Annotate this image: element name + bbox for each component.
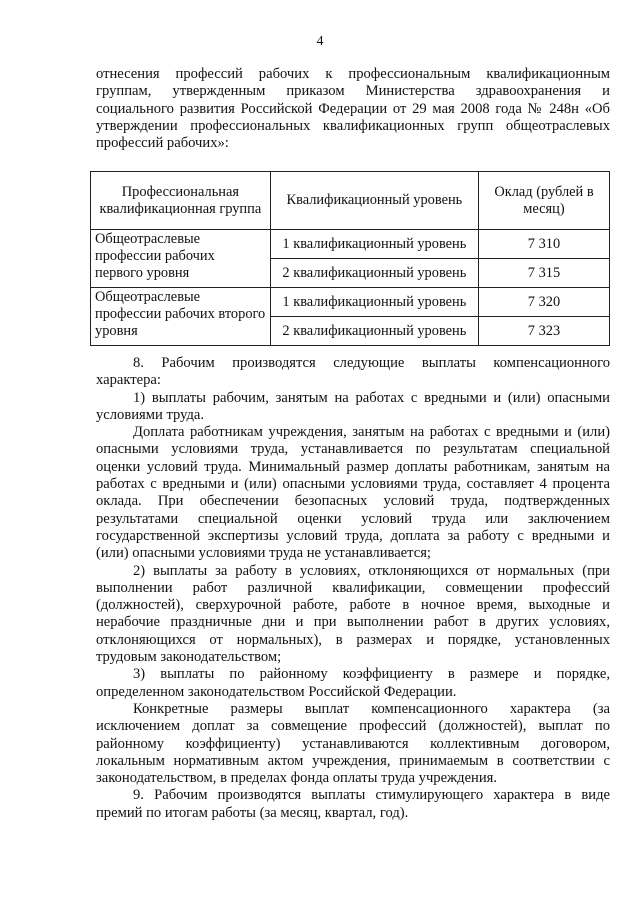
salary-cell: 7 315 — [478, 259, 609, 288]
text-line: профессий рабочих»: — [96, 135, 229, 152]
level-cell: 2 квалификационный уровень — [270, 259, 478, 288]
salary-table — [90, 171, 610, 346]
group-name: Общеотраслевые профессии рабочих первого уровня — [91, 230, 271, 288]
page-number: 4 — [316, 34, 324, 49]
text-line: группам, утвержденным приказом Министерства здравоохранения и — [96, 83, 610, 100]
salary-cell: 7 310 — [478, 230, 609, 259]
text-line: работах с вредными и (или) опасными условиями труда, составляет 4 процента — [96, 476, 610, 493]
text-line: определенном законодательством Российской Федерации. — [96, 683, 457, 700]
text-line: условиями труда. — [96, 406, 205, 423]
body-text — [96, 355, 610, 822]
text-line: нерабочие праздничные дни и при выполнении работ в других условиях, — [96, 614, 610, 631]
level-cell: 2 квалификационный уровень — [270, 317, 478, 346]
salary-cell: 7 320 — [478, 288, 609, 317]
text-line: 3) выплаты по районному коэффициенту в размере и порядке, — [133, 666, 610, 683]
text-line: отклоняющихся от нормальных), в размерах и порядке, установленных — [96, 631, 610, 648]
text-line: 9. Рабочим производятся выплаты стимулирующего характера в виде — [133, 787, 610, 804]
intro-paragraph — [96, 66, 610, 152]
level-cell: 1 квалификационный уровень — [270, 230, 478, 259]
salary-cell: 7 323 — [478, 317, 609, 346]
text-line: отнесения профессий рабочих к профессиональным квалификационным — [96, 66, 610, 82]
text-line: (должностей), сверхурочной работе, работе в ночное время, выходные и — [96, 597, 610, 614]
text-line: 1) выплаты рабочим, занятым на работах с вредными и (или) опасными — [133, 389, 610, 406]
text-line: Доплата работникам учреждения, занятым на работах с вредными и (или) — [133, 424, 610, 441]
header-salary: Оклад (рублей в месяц) — [478, 172, 609, 230]
text-line: законодательством, в пределах фонда оплаты труда учреждения. — [96, 770, 498, 787]
table-row — [91, 230, 610, 259]
table-header-row — [91, 172, 610, 230]
text-line: премий по итогам работы (за месяц, квартал, год). — [96, 804, 409, 821]
text-line: оценки условий труда. Минимальный размер доплаты работникам, занятым на — [96, 458, 610, 475]
text-line: 2) выплаты за работу в условиях, отклоняющихся от нормальных (при — [133, 562, 610, 579]
text-line: характера: — [96, 372, 161, 389]
text-line: исключением доплат за совмещение профессий (должностей), выплат по — [96, 718, 610, 735]
level-cell: 1 квалификационный уровень — [270, 288, 478, 317]
table-row — [91, 288, 610, 317]
header-group: Профессиональная квалификационная группа — [91, 172, 271, 230]
group-name: Общеотраслевые профессии рабочих второго уровня — [91, 288, 271, 346]
text-line: Конкретные размеры выплат компенсационного характера (за — [133, 700, 610, 717]
text-line: локальным нормативным актом учреждения, принимаемым в соответствии с — [96, 752, 610, 769]
text-line: выполнении работ различной квалификации, совмещении профессий — [96, 579, 610, 596]
text-line: оклада. При обеспечении безопасных условий труда, подтвержденных — [96, 493, 610, 510]
text-line: 8. Рабочим производятся следующие выплаты компенсационного — [133, 355, 610, 371]
text-line: утверждении профессиональных квалификационных групп общеотраслевых — [96, 117, 610, 134]
text-line: трудовым законодательством; — [96, 649, 282, 666]
text-line: результатами специальной оценки условий труда или заключением — [96, 510, 610, 527]
text-line: районному коэффициенту) устанавливаются коллективным договором, — [96, 735, 610, 752]
text-line: государственной экспертизы условий труда, доплата за работу с вредными и — [96, 527, 610, 544]
text-line: опасными условиями труда, устанавливается по результатам специальной — [96, 441, 610, 458]
text-line: (или) опасными условиями труда не устанавливается; — [96, 545, 431, 562]
text-line: социального развития Российской Федерации от 29 мая 2008 года № 248н «Об — [96, 100, 610, 117]
header-level: Квалификационный уровень — [270, 172, 478, 230]
